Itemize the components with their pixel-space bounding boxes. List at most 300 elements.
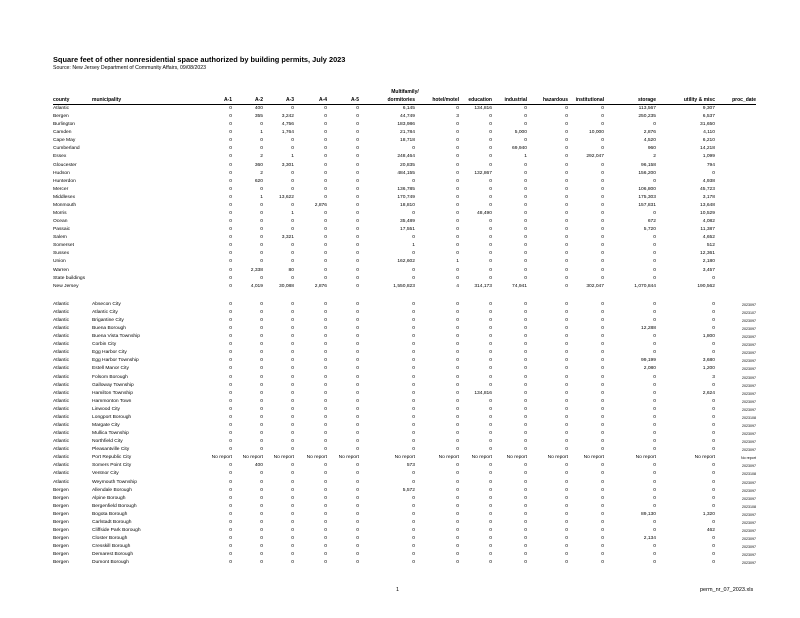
cell-industrial: 0 — [524, 275, 527, 281]
cell-a-2: 0 — [260, 275, 263, 281]
cell-education: 0 — [489, 267, 492, 273]
cell-county: Bergen — [53, 536, 69, 542]
cell-storage: 0 — [653, 342, 656, 348]
cell-hotel-motel: 1 — [456, 259, 459, 265]
cell-municipality: Longport Borough — [92, 414, 132, 420]
cell-dormitories: 0 — [412, 544, 415, 550]
cell-institutional: 0 — [601, 503, 604, 509]
cell-a-1: 0 — [229, 487, 232, 493]
col-industrial: industrial — [504, 97, 527, 103]
cell-dormitories: 0 — [412, 235, 415, 241]
cell-county: Bergen — [53, 114, 69, 120]
cell-a-1: 0 — [229, 219, 232, 225]
table-row — [0, 535, 800, 543]
cell-hazardous: 0 — [565, 439, 568, 445]
cell-a-3: 0 — [291, 259, 294, 265]
cell-hotel-motel: 0 — [456, 162, 459, 168]
cell-a-2: 355 — [254, 114, 263, 120]
cell-a-4: 0 — [324, 178, 327, 184]
cell-hazardous: 0 — [565, 342, 568, 348]
cell-utility-misc: 0 — [712, 439, 715, 445]
cell-a-1: 0 — [229, 122, 232, 128]
cell-storage: 0 — [653, 431, 656, 437]
table-row — [0, 121, 800, 129]
cell-hotel-motel: 0 — [456, 267, 459, 273]
cell-municipality: Buena Borough — [92, 326, 126, 332]
cell-hotel-motel: 0 — [456, 527, 459, 533]
cell-education: 0 — [489, 219, 492, 225]
cell-storage: 0 — [653, 479, 656, 485]
cell-industrial: 0 — [524, 503, 527, 509]
cell-a-3: 0 — [291, 358, 294, 364]
cell-utility-misc: 3,178 — [702, 194, 715, 200]
cell-hazardous: 0 — [565, 122, 568, 128]
cell-education: 0 — [489, 447, 492, 453]
cell-a-2: 2,338 — [250, 267, 263, 273]
cell-a-1: 0 — [229, 511, 232, 517]
cell-storage: 0 — [653, 487, 656, 493]
cell-dormitories: 0 — [412, 398, 415, 404]
cell-education: No report — [471, 455, 492, 461]
cell-a-2: 0 — [260, 552, 263, 558]
cell-dormitories: 162,602 — [397, 259, 415, 265]
cell-hotel-motel: 0 — [456, 251, 459, 257]
cell-industrial: 0 — [524, 382, 527, 388]
cell-a-1: 0 — [229, 146, 232, 152]
col-utility: utility & misc — [683, 97, 715, 103]
cell-a-5: 0 — [356, 382, 359, 388]
cell-a-1: 0 — [229, 374, 232, 380]
cell-county: Atlantic — [53, 382, 70, 388]
cell-institutional: 0 — [601, 114, 604, 120]
cell-county: Atlantic — [53, 398, 70, 404]
cell-a-3: 0 — [291, 243, 294, 249]
cell-hotel-motel: 0 — [456, 390, 459, 396]
cell-storage: 0 — [653, 235, 656, 241]
cell-a-3: 0 — [291, 447, 294, 453]
cell-hazardous: 0 — [565, 398, 568, 404]
cell-dormitories: 484,155 — [397, 170, 415, 176]
cell-education: 0 — [489, 317, 492, 323]
cell-a-5: 0 — [356, 503, 359, 509]
cell-institutional: 0 — [601, 326, 604, 332]
cell-storage: 0 — [653, 301, 656, 307]
cell-industrial: 0 — [524, 552, 527, 558]
cell-education: 0 — [489, 560, 492, 566]
cell-hotel-motel: 0 — [456, 138, 459, 144]
cell-a-4: 0 — [324, 527, 327, 533]
table-row — [0, 218, 800, 226]
cell-utility-misc: 0 — [712, 350, 715, 356]
table-row — [0, 178, 800, 186]
cell-utility-misc: 3,680 — [702, 358, 715, 364]
cell-a-3: 0 — [291, 186, 294, 192]
cell-a-4: 0 — [324, 544, 327, 550]
cell-a-2: No report — [242, 455, 263, 461]
cell-a-5: 0 — [356, 398, 359, 404]
cell-education: 0 — [489, 227, 492, 233]
cell-dormitories: 0 — [412, 406, 415, 412]
cell-a-3: 80 — [288, 267, 294, 273]
cell-a-3: 3,301 — [281, 162, 294, 168]
cell-a-1: 0 — [229, 211, 232, 217]
cell-county: Gloucester — [53, 162, 77, 168]
cell-hotel-motel: 0 — [456, 406, 459, 412]
cell-a-4: 0 — [324, 251, 327, 257]
cell-county: Monmouth — [53, 202, 77, 208]
cell-proc-date: 2023097 — [742, 335, 756, 340]
cell-municipality: Demarest Borough — [92, 552, 134, 558]
table-row — [0, 559, 800, 567]
cell-hazardous: 0 — [565, 211, 568, 217]
cell-storage: 0 — [653, 463, 656, 469]
cell-education: 132,867 — [474, 170, 492, 176]
cell-education: 0 — [489, 334, 492, 340]
cell-dormitories: 0 — [412, 382, 415, 388]
cell-a-1: 0 — [229, 334, 232, 340]
cell-utility-misc: 12,361 — [700, 251, 715, 257]
cell-utility-misc: 13,648 — [700, 202, 715, 208]
cell-a-4: 0 — [324, 259, 327, 265]
cell-industrial: 0 — [524, 350, 527, 356]
cell-hotel-motel: 0 — [456, 422, 459, 428]
cell-a-3: 0 — [291, 382, 294, 388]
cell-a-2: 0 — [260, 479, 263, 485]
col-a3: A-3 — [285, 97, 294, 103]
cell-industrial: 0 — [524, 439, 527, 445]
cell-hazardous: 0 — [565, 374, 568, 380]
cell-storage: 0 — [653, 259, 656, 265]
col-hotel: hotel/motel — [432, 97, 459, 103]
cell-institutional: 0 — [601, 406, 604, 412]
cell-hazardous: 0 — [565, 422, 568, 428]
page-number: 1 — [396, 587, 400, 593]
cell-hazardous: 0 — [565, 267, 568, 273]
cell-county: Atlantic — [53, 447, 70, 453]
cell-a-5: 0 — [356, 309, 359, 315]
cell-hazardous: 0 — [565, 259, 568, 265]
cell-a-3: 0 — [291, 374, 294, 380]
cell-county: Atlantic — [53, 471, 70, 477]
cell-a-3: 0 — [291, 301, 294, 307]
table-row — [0, 446, 800, 454]
cell-proc-date: 2023097 — [742, 464, 756, 469]
cell-a-2: 0 — [260, 374, 263, 380]
cell-hotel-motel: 0 — [456, 560, 459, 566]
cell-a-5: 0 — [356, 334, 359, 340]
cell-dormitories: 0 — [412, 309, 415, 315]
col-a1: A-1 — [223, 97, 232, 103]
cell-institutional: 0 — [601, 382, 604, 388]
cell-a-2: 0 — [260, 235, 263, 241]
cell-industrial: 0 — [524, 447, 527, 453]
cell-institutional: 0 — [601, 243, 604, 249]
cell-county: State buildings — [53, 275, 86, 281]
cell-hotel-motel: 0 — [456, 552, 459, 558]
cell-hotel-motel: 0 — [456, 317, 459, 323]
cell-a-3: 0 — [291, 487, 294, 493]
cell-hotel-motel: 0 — [456, 170, 459, 176]
cell-a-2: 0 — [260, 398, 263, 404]
cell-proc-date: 2023097 — [742, 480, 756, 485]
cell-a-5: 0 — [356, 326, 359, 332]
cell-a-5: 0 — [356, 178, 359, 184]
cell-a-1: 0 — [229, 243, 232, 249]
cell-a-1: 0 — [229, 439, 232, 445]
cell-utility-misc: 462 — [706, 527, 715, 533]
cell-dormitories: 0 — [412, 503, 415, 509]
cell-dormitories: 0 — [412, 471, 415, 477]
cell-a-1: 0 — [229, 283, 232, 289]
cell-a-5: 0 — [356, 186, 359, 192]
table-row — [0, 258, 800, 266]
cell-institutional: 0 — [601, 519, 604, 525]
table-row — [0, 309, 800, 317]
cell-industrial: 74,941 — [512, 283, 527, 289]
cell-institutional: 0 — [601, 439, 604, 445]
cell-hotel-motel: No report — [438, 455, 459, 461]
table-row — [0, 333, 800, 341]
cell-utility-misc: 0 — [712, 544, 715, 550]
cell-storage: 0 — [653, 406, 656, 412]
cell-a-1: 0 — [229, 202, 232, 208]
cell-a-4: 0 — [324, 487, 327, 493]
cell-proc-date: 2023097 — [742, 359, 756, 364]
cell-utility-misc: 0 — [712, 487, 715, 493]
cell-a-3: 0 — [291, 219, 294, 225]
cell-county: Atlantic — [53, 439, 70, 445]
cell-education: 314,173 — [474, 283, 492, 289]
cell-institutional: 0 — [601, 422, 604, 428]
table-row — [0, 430, 800, 438]
cell-a-4: 0 — [324, 358, 327, 364]
cell-proc-date: 2023097 — [742, 327, 756, 332]
cell-a-4: 0 — [324, 366, 327, 372]
cell-industrial: 0 — [524, 259, 527, 265]
cell-a-2: 0 — [260, 259, 263, 265]
cell-utility-misc: 14,218 — [700, 146, 715, 152]
cell-hazardous: 0 — [565, 382, 568, 388]
cell-a-4: 0 — [324, 114, 327, 120]
cell-hotel-motel: 3 — [456, 114, 459, 120]
cell-storage: 0 — [653, 317, 656, 323]
cell-a-5: 0 — [356, 194, 359, 200]
cell-a-2: 620 — [254, 178, 263, 184]
cell-a-5: 0 — [356, 479, 359, 485]
cell-hazardous: 0 — [565, 471, 568, 477]
cell-dormitories: 21,784 — [400, 130, 415, 136]
cell-municipality: Mullica Township — [92, 431, 129, 437]
cell-storage: 0 — [653, 527, 656, 533]
cell-education: 0 — [489, 162, 492, 168]
cell-industrial: 0 — [524, 106, 527, 111]
cell-dormitories: 0 — [412, 422, 415, 428]
cell-hazardous: 0 — [565, 560, 568, 566]
cell-a-5: 0 — [356, 154, 359, 160]
cell-a-3: 0 — [291, 251, 294, 257]
cell-utility-misc: 0 — [712, 398, 715, 404]
cell-a-1: 0 — [229, 170, 232, 176]
cell-hazardous: 0 — [565, 519, 568, 525]
cell-institutional: 0 — [601, 259, 604, 265]
cell-education: 0 — [489, 527, 492, 533]
cell-a-3: 0 — [291, 366, 294, 372]
cell-a-4: 2,876 — [314, 202, 327, 208]
cell-institutional: 0 — [601, 122, 604, 128]
cell-proc-date: 2023097 — [742, 375, 756, 380]
cell-dormitories: 0 — [412, 431, 415, 437]
cell-county: Bergen — [53, 552, 69, 558]
cell-storage: 0 — [653, 414, 656, 420]
cell-dormitories: 0 — [412, 267, 415, 273]
cell-a-5: 0 — [356, 536, 359, 542]
cell-a-4: 0 — [324, 219, 327, 225]
cell-hotel-motel: 0 — [456, 154, 459, 160]
table-row — [0, 137, 800, 145]
table-row — [0, 105, 800, 113]
cell-storage: 0 — [653, 439, 656, 445]
cell-a-1: 0 — [229, 317, 232, 323]
cell-a-3: 0 — [291, 170, 294, 176]
cell-hotel-motel: 0 — [456, 544, 459, 550]
cell-a-3: 0 — [291, 227, 294, 233]
cell-a-5: 0 — [356, 511, 359, 517]
cell-proc-date: 2023108 — [742, 415, 756, 420]
cell-institutional: 0 — [601, 178, 604, 184]
cell-a-5: 0 — [356, 138, 359, 144]
cell-a-3: 0 — [291, 350, 294, 356]
cell-county: Atlantic — [53, 358, 70, 364]
table-row — [0, 406, 800, 414]
cell-education: 0 — [489, 398, 492, 404]
cell-dormitories: 20,835 — [400, 162, 415, 168]
cell-education: 0 — [489, 178, 492, 184]
table-row — [0, 414, 800, 422]
cell-dormitories: 0 — [412, 511, 415, 517]
cell-hotel-motel: 0 — [456, 447, 459, 453]
cell-hazardous: 0 — [565, 317, 568, 323]
cell-a-1: 0 — [229, 178, 232, 184]
cell-a-5: 0 — [356, 275, 359, 281]
cell-proc-date: 2023097 — [742, 318, 756, 323]
cell-hotel-motel: 0 — [456, 186, 459, 192]
cell-industrial: 0 — [524, 479, 527, 485]
cell-industrial: 0 — [524, 170, 527, 176]
cell-education: 0 — [489, 552, 492, 558]
cell-dormitories: 18,718 — [400, 138, 415, 144]
cell-a-5: 0 — [356, 243, 359, 249]
table-row — [0, 129, 800, 137]
cell-hazardous: 0 — [565, 511, 568, 517]
cell-county: Bergen — [53, 503, 69, 509]
cell-a-2: 0 — [260, 447, 263, 453]
cell-a-2: 0 — [260, 536, 263, 542]
cell-utility-misc: 0 — [712, 479, 715, 485]
cell-utility-misc: 11,387 — [700, 227, 715, 233]
cell-dormitories: 248,464 — [397, 154, 415, 160]
cell-hotel-motel: 0 — [456, 414, 459, 420]
cell-a-5: 0 — [356, 544, 359, 550]
cell-a-3: 0 — [291, 536, 294, 542]
cell-utility-misc: 0 — [712, 560, 715, 566]
cell-a-3: 0 — [291, 202, 294, 208]
cell-hotel-motel: 0 — [456, 275, 459, 281]
cell-a-2: 0 — [260, 527, 263, 533]
cell-utility-misc: 0 — [712, 536, 715, 542]
cell-proc-date: 2023097 — [742, 528, 756, 533]
cell-institutional: 0 — [601, 560, 604, 566]
cell-county: Atlantic — [53, 455, 70, 461]
cell-a-3: 0 — [291, 511, 294, 517]
cell-hotel-motel: 0 — [456, 511, 459, 517]
cell-county: Warren — [53, 267, 69, 273]
cell-a-5: 0 — [356, 342, 359, 348]
cell-a-1: 0 — [229, 414, 232, 420]
cell-a-2: 0 — [260, 211, 263, 217]
cell-county: Atlantic — [53, 422, 70, 428]
cell-institutional: 0 — [601, 350, 604, 356]
cell-a-4: 0 — [324, 495, 327, 501]
cell-a-2: 400 — [254, 106, 263, 111]
cell-institutional: 0 — [601, 202, 604, 208]
cell-county: Atlantic — [53, 334, 70, 340]
cell-a-4: 0 — [324, 275, 327, 281]
cell-institutional: 0 — [601, 334, 604, 340]
cell-proc-date: No report — [741, 456, 756, 461]
cell-storage: 2,080 — [643, 366, 656, 372]
cell-a-5: 0 — [356, 130, 359, 136]
cell-county: Atlantic — [53, 350, 70, 356]
cell-a-3: 0 — [291, 178, 294, 184]
cell-storage: 0 — [653, 374, 656, 380]
cell-institutional: 10,000 — [589, 130, 604, 136]
cell-county: Atlantic — [53, 317, 70, 323]
cell-dormitories: 6,145 — [402, 106, 415, 111]
cell-storage: 156,200 — [638, 170, 656, 176]
cell-a-1: 0 — [229, 350, 232, 356]
table-row — [0, 234, 800, 242]
cell-a-3: 0 — [291, 309, 294, 315]
cell-a-5: No report — [338, 455, 359, 461]
cell-storage: 89,130 — [641, 511, 656, 517]
cell-institutional: 0 — [601, 194, 604, 200]
cell-a-2: 0 — [260, 334, 263, 340]
cell-dormitories: 0 — [412, 374, 415, 380]
cell-storage: 5,720 — [643, 227, 656, 233]
cell-county: Atlantic — [53, 309, 70, 315]
cell-hotel-motel: 0 — [456, 243, 459, 249]
cell-municipality: Carlstadt Borough — [92, 519, 132, 525]
cell-a-2: 1 — [260, 194, 263, 200]
cell-a-2: 0 — [260, 309, 263, 315]
table-row — [0, 551, 800, 559]
cell-a-4: 0 — [324, 560, 327, 566]
cell-a-1: 0 — [229, 227, 232, 233]
cell-institutional: 0 — [601, 342, 604, 348]
cell-county: Bergen — [53, 495, 69, 501]
cell-education: 0 — [489, 326, 492, 332]
cell-storage: 0 — [653, 398, 656, 404]
cell-county: Bergen — [53, 527, 69, 533]
cell-a-4: 0 — [324, 390, 327, 396]
cell-a-3: 30,088 — [279, 283, 294, 289]
cell-a-1: 0 — [229, 130, 232, 136]
cell-utility-misc: 0 — [712, 326, 715, 332]
cell-a-3: 0 — [291, 334, 294, 340]
cell-a-5: 0 — [356, 301, 359, 307]
table-row — [0, 170, 800, 178]
cell-a-4: 0 — [324, 431, 327, 437]
